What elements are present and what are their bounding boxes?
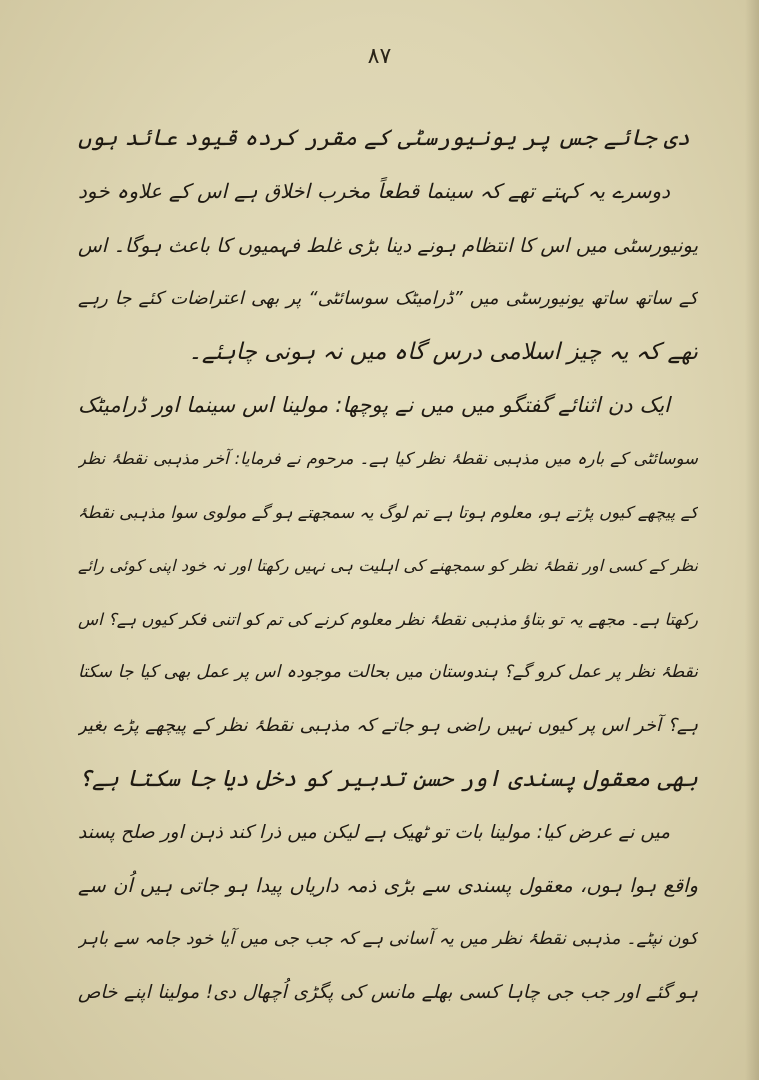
- text-line: سوسائٹی کے بارہ میں مذہبی نقطۂ نظر کیا ہے۔ مرحوم نے فرمایا: آخر مذہبی نقطۂ نظر: [78, 449, 698, 469]
- urdu-text-body: [78, 112, 698, 1020]
- page-number: ۸۷: [367, 44, 392, 69]
- text-line: ہو گئے اور جب جی چاہا کسی بھلے مانس کی پگڑی اُچھال دی! مولینا اپنے خاص: [78, 982, 698, 1004]
- text-line: کے پیچھے کیوں پڑتے ہو، معلوم ہوتا ہے تم لوگ یہ سمجھتے ہو گے مولوی سوا مذہبی نقطۂ: [78, 502, 698, 522]
- text-line: بھی معقول پسندی اور حسن تدبیر کو دخل دیا جا سکتا ہے؟: [78, 765, 698, 792]
- text-line: دوسرے یہ کہتے تھے کہ سینما قطعاً مخرب اخلاق ہے اس کے علاوہ خود: [78, 179, 670, 204]
- text-line: میں نے عرض کیا: مولینا بات تو ٹھیک ہے لیکن میں ذرا کند ذہن اور صلح پسند: [78, 822, 670, 844]
- text-line: واقع ہوا ہوں، معقول پسندی سے بڑی ذمہ داریاں پیدا ہو جاتی ہیں اُن سے: [78, 874, 698, 898]
- text-line: نظر کے کسی اور نقطۂ نظر کو سمجھنے کی اہلیت ہی نہیں رکھتا اور نہ خود اپنی کوئی رائے: [78, 556, 698, 576]
- text-line: ایک دن اثنائے گفتگو میں میں نے پوچھا: مولینا اس سینما اور ڈرامیٹک: [78, 392, 670, 417]
- page-edge-shadow: [745, 0, 759, 1080]
- text-line: کون نپٹے۔ مذہبی نقطۂ نظر میں یہ آسانی ہے کہ جب جی میں آیا خود جامہ سے باہر: [78, 928, 698, 949]
- text-line: تھے کہ یہ چیز اسلامی درس گاہ میں نہ ہونی چاہئے۔: [188, 338, 698, 365]
- text-line: یونیورسٹی میں اس کا انتظام ہونے دینا بڑی غلط فہمیوں کا باعث ہوگا۔ اس: [78, 233, 698, 257]
- text-line: رکھتا ہے۔ مجھے یہ تو بتاؤ مذہبی نقطۂ نظر معلوم کرنے کی تم کو اتنی فکر کیوں ہے؟ اس: [78, 609, 698, 629]
- text-line: ہے؟ آخر اس پر کیوں نہیں راضی ہو جاتے کہ مذہبی نقطۂ نظر کے پیچھے پڑے بغیر: [78, 715, 698, 737]
- text-line: کے ساتھ ساتھ یونیورسٹی میں ”ڈرامیٹک سوسائٹی“ پر بھی اعتراضات کئے جا رہے: [78, 288, 698, 310]
- text-line: نقطۂ نظر پر عمل کرو گے؟ ہندوستان میں بحالت موجودہ اس پر عمل بھی کیا جا سکتا: [78, 661, 698, 682]
- text-line: دی جائے جس پر یونیورسٹی کے مقرر کردہ قیود عائد ہوں: [78, 125, 690, 151]
